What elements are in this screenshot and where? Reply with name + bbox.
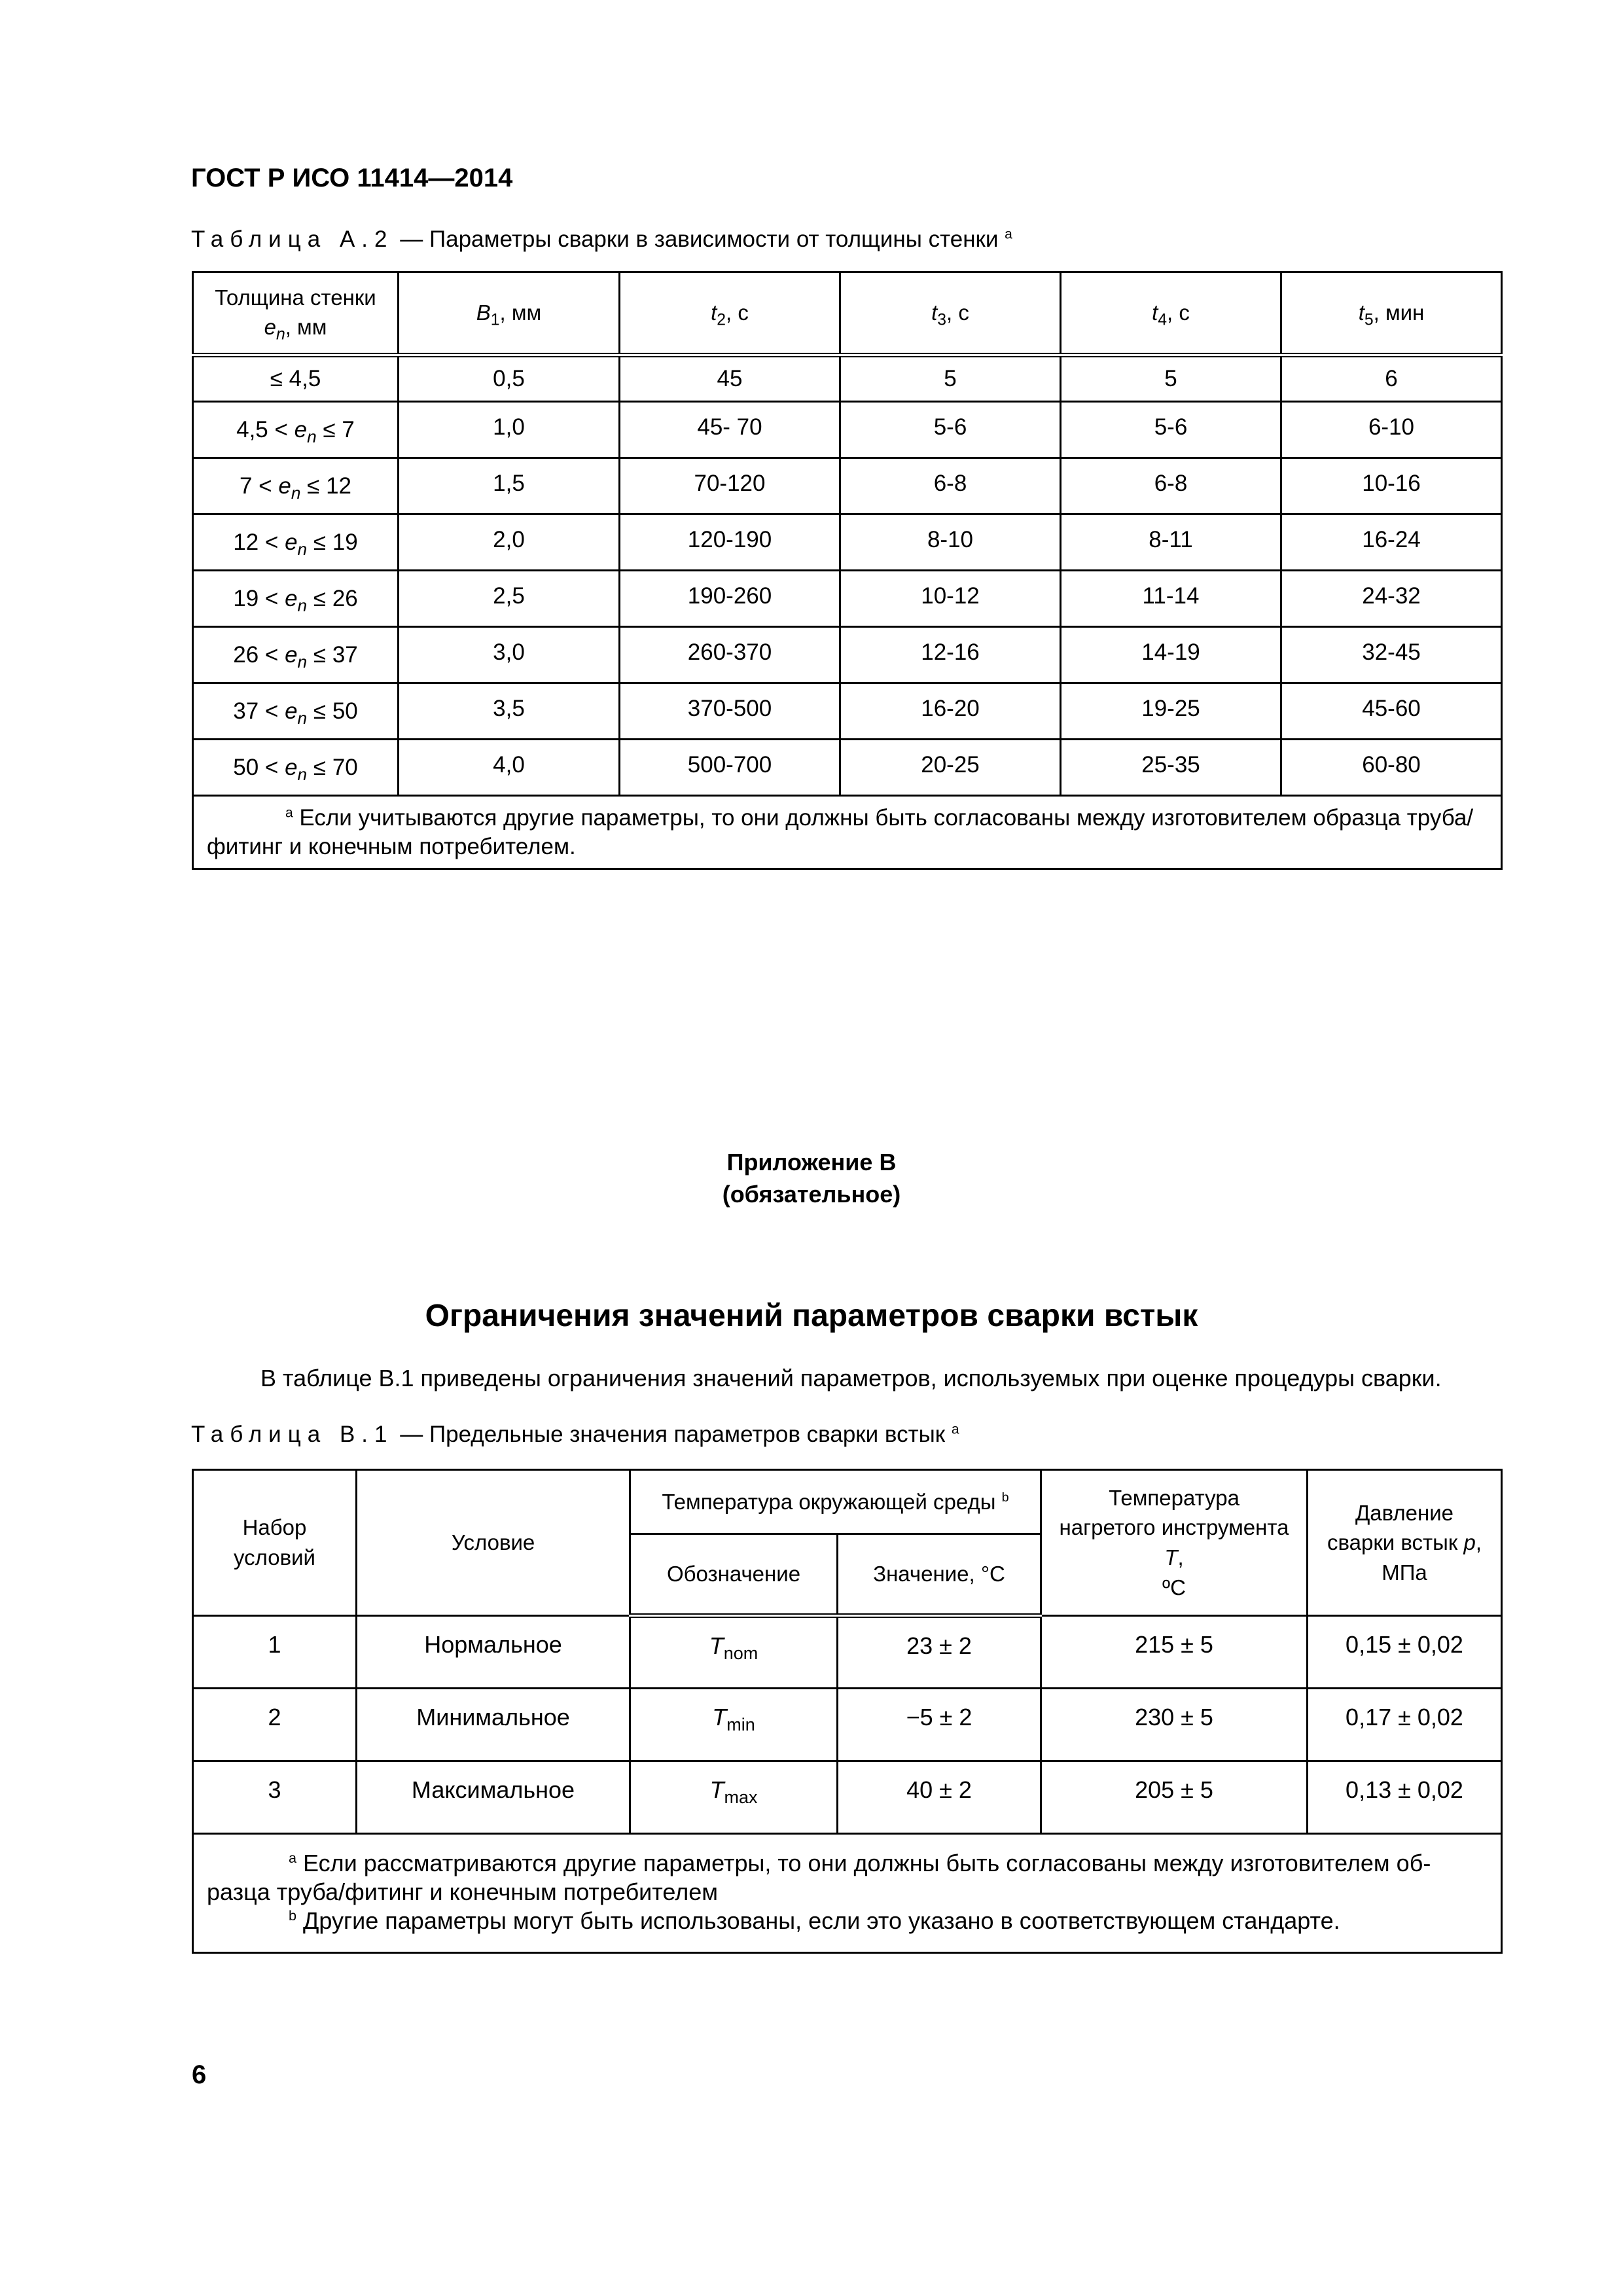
cell-t5: 6-10 <box>1281 402 1502 458</box>
cell-set: 1 <box>193 1616 357 1689</box>
cell-b1: 1,5 <box>399 458 620 514</box>
cell-t2: 370-500 <box>620 683 840 740</box>
cell-b1: 3,5 <box>399 683 620 740</box>
cell-t2: 260-370 <box>620 627 840 683</box>
cell-value: −5 ± 2 <box>838 1689 1041 1761</box>
cell-range: $19 < e_n \le 26$ <box>193 571 399 627</box>
section-paragraph: В таблице В.1 приведены ограничения значений параметров, используемых при оценке процедуры сварки. <box>260 1365 1442 1391</box>
table-b1-footnote-row <box>193 1834 1502 1953</box>
header-b1: $B_1$, мм <box>399 272 620 355</box>
cell-tool-temperature: 215 ± 5 <box>1041 1616 1308 1689</box>
header-condition-set: Набор условий <box>193 1470 357 1616</box>
cell-condition: Нормальное <box>357 1616 630 1689</box>
cell-t5: 10-16 <box>1281 458 1502 514</box>
header-tool-temperature: Температура нагретого инструмента T, ºС <box>1041 1470 1308 1616</box>
cell-value: 23 ± 2 <box>838 1616 1041 1689</box>
cell-t5: 45-60 <box>1281 683 1502 740</box>
table-row <box>193 1761 1502 1834</box>
cell-t4: 25-35 <box>1061 740 1281 796</box>
cell-b1: 2,5 <box>399 571 620 627</box>
cell-condition: Минимальное <box>357 1689 630 1761</box>
cell-t4: 19-25 <box>1061 683 1281 740</box>
table-a2-caption-text: — Параметры сварки в зависимости от толщины стенки <box>400 226 999 252</box>
cell-t3: 10-12 <box>840 571 1061 627</box>
table-b1-caption-label: Таблица В.1 <box>191 1422 394 1447</box>
cell-value: 40 ± 2 <box>838 1761 1041 1834</box>
table-a2-header-row <box>193 272 1502 355</box>
table-row <box>193 1616 1502 1689</box>
table-row <box>193 627 1502 683</box>
header-pressure: Давление сварки встык p, МПа <box>1308 1470 1502 1616</box>
table-a2 <box>192 271 1503 870</box>
cell-t3: 6-8 <box>840 458 1061 514</box>
cell-t5: 32-45 <box>1281 627 1502 683</box>
header-condition: Условие <box>357 1470 630 1616</box>
cell-b1: 4,0 <box>399 740 620 796</box>
cell-t3: 8-10 <box>840 514 1061 571</box>
cell-tool-temperature: 230 ± 5 <box>1041 1689 1308 1761</box>
header-wall-thickness: Толщина стенки $e_n$, мм <box>193 272 399 355</box>
cell-t3: 5 <box>840 355 1061 402</box>
cell-t2: 70-120 <box>620 458 840 514</box>
cell-t4: 11-14 <box>1061 571 1281 627</box>
cell-t2: 45 <box>620 355 840 402</box>
table-row <box>193 514 1502 571</box>
table-a2-footnote-row <box>193 796 1502 869</box>
appendix-title: Приложение В <box>726 1149 897 1175</box>
appendix-status: (обязательное) <box>722 1180 901 1208</box>
cell-t2: 120-190 <box>620 514 840 571</box>
cell-designation: $T_{nom}$ <box>630 1616 838 1689</box>
footnote-a-continuation: разца труба/фитинг и конечным потребителем <box>207 1878 718 1905</box>
section-heading: Ограничения значений параметров сварки встык <box>425 1299 1198 1333</box>
cell-t5: 16-24 <box>1281 514 1502 571</box>
table-b1-caption <box>191 1422 959 1448</box>
appendix-heading <box>0 1147 1623 1210</box>
cell-range: $26 < e_n \le 37$ <box>193 627 399 683</box>
cell-t5: 60-80 <box>1281 740 1502 796</box>
cell-t2: 45- 70 <box>620 402 840 458</box>
cell-b1: 2,0 <box>399 514 620 571</box>
table-a2-caption <box>191 226 1012 253</box>
table-row <box>193 571 1502 627</box>
table-row <box>193 683 1502 740</box>
cell-t4: 14-19 <box>1061 627 1281 683</box>
cell-set: 3 <box>193 1761 357 1834</box>
cell-pressure: 0,13 ± 0,02 <box>1308 1761 1502 1834</box>
cell-designation: $T_{max}$ <box>630 1761 838 1834</box>
table-b1-caption-mark: a <box>951 1422 959 1437</box>
table-a2-footnote: $^a$ Если учитываются другие параметры, то они должны быть согласованы между изготовителем образца труба/фитинг и конечным потребителем. <box>193 796 1502 869</box>
table-a2-caption-label: Таблица А.2 <box>191 226 394 252</box>
cell-tool-temperature: 205 ± 5 <box>1041 1761 1308 1834</box>
footnote-a: $^a$ Если рассматриваются другие параметры, то они должны быть согласованы между изготовителем об- <box>289 1850 1431 1876</box>
cell-t4: 8-11 <box>1061 514 1281 571</box>
page-number: 6 <box>192 2060 207 2089</box>
cell-range: $37 < e_n \le 50$ <box>193 683 399 740</box>
table-b1-caption-text: — Предельные значения параметров сварки встык <box>400 1422 946 1447</box>
table-a2-caption-mark: a <box>1005 226 1012 242</box>
header-t5: $t_5$, мин <box>1281 272 1502 355</box>
table-row <box>193 458 1502 514</box>
header-value: Значение, °С <box>838 1534 1041 1616</box>
cell-t2: 190-260 <box>620 571 840 627</box>
cell-pressure: 0,17 ± 0,02 <box>1308 1689 1502 1761</box>
table-b1-footnotes <box>193 1834 1502 1953</box>
cell-t4: 6-8 <box>1061 458 1281 514</box>
table-b1 <box>192 1469 1503 1954</box>
cell-t4: 5 <box>1061 355 1281 402</box>
header-ambient-temperature: Температура окружающей среды $^b$ <box>630 1470 1041 1534</box>
cell-b1: 1,0 <box>399 402 620 458</box>
header-t2: $t_2$, с <box>620 272 840 355</box>
cell-t3: 20-25 <box>840 740 1061 796</box>
cell-t3: 16-20 <box>840 683 1061 740</box>
cell-range: $7 < e_n \le 12$ <box>193 458 399 514</box>
table-row <box>193 740 1502 796</box>
cell-t3: 12-16 <box>840 627 1061 683</box>
cell-b1: 0,5 <box>399 355 620 402</box>
header-t4: $t_4$, с <box>1061 272 1281 355</box>
table-row <box>193 402 1502 458</box>
header-t3: $t_3$, с <box>840 272 1061 355</box>
cell-designation: $T_{min}$ <box>630 1689 838 1761</box>
header-designation: Обозначение <box>630 1534 838 1616</box>
table-b1-header-row <box>193 1470 1502 1534</box>
cell-pressure: 0,15 ± 0,02 <box>1308 1616 1502 1689</box>
table-row <box>193 1689 1502 1761</box>
cell-b1: 3,0 <box>399 627 620 683</box>
cell-range: ≤ 4,5 <box>193 355 399 402</box>
cell-condition: Максимальное <box>357 1761 630 1834</box>
cell-range: $50 < e_n \le 70$ <box>193 740 399 796</box>
cell-t3: 5-6 <box>840 402 1061 458</box>
cell-t5: 6 <box>1281 355 1502 402</box>
cell-range: $4,5 < e_n \le 7$ <box>193 402 399 458</box>
cell-t4: 5-6 <box>1061 402 1281 458</box>
footnote-b: $^b$ Другие параметры могут быть использованы, если это указано в соответствующем стандарте. <box>289 1907 1340 1934</box>
table-row <box>193 355 1502 402</box>
cell-range: $12 < e_n \le 19$ <box>193 514 399 571</box>
cell-t5: 24-32 <box>1281 571 1502 627</box>
cell-set: 2 <box>193 1689 357 1761</box>
document-code: ГОСТ Р ИСО 11414—2014 <box>191 164 513 192</box>
cell-t2: 500-700 <box>620 740 840 796</box>
